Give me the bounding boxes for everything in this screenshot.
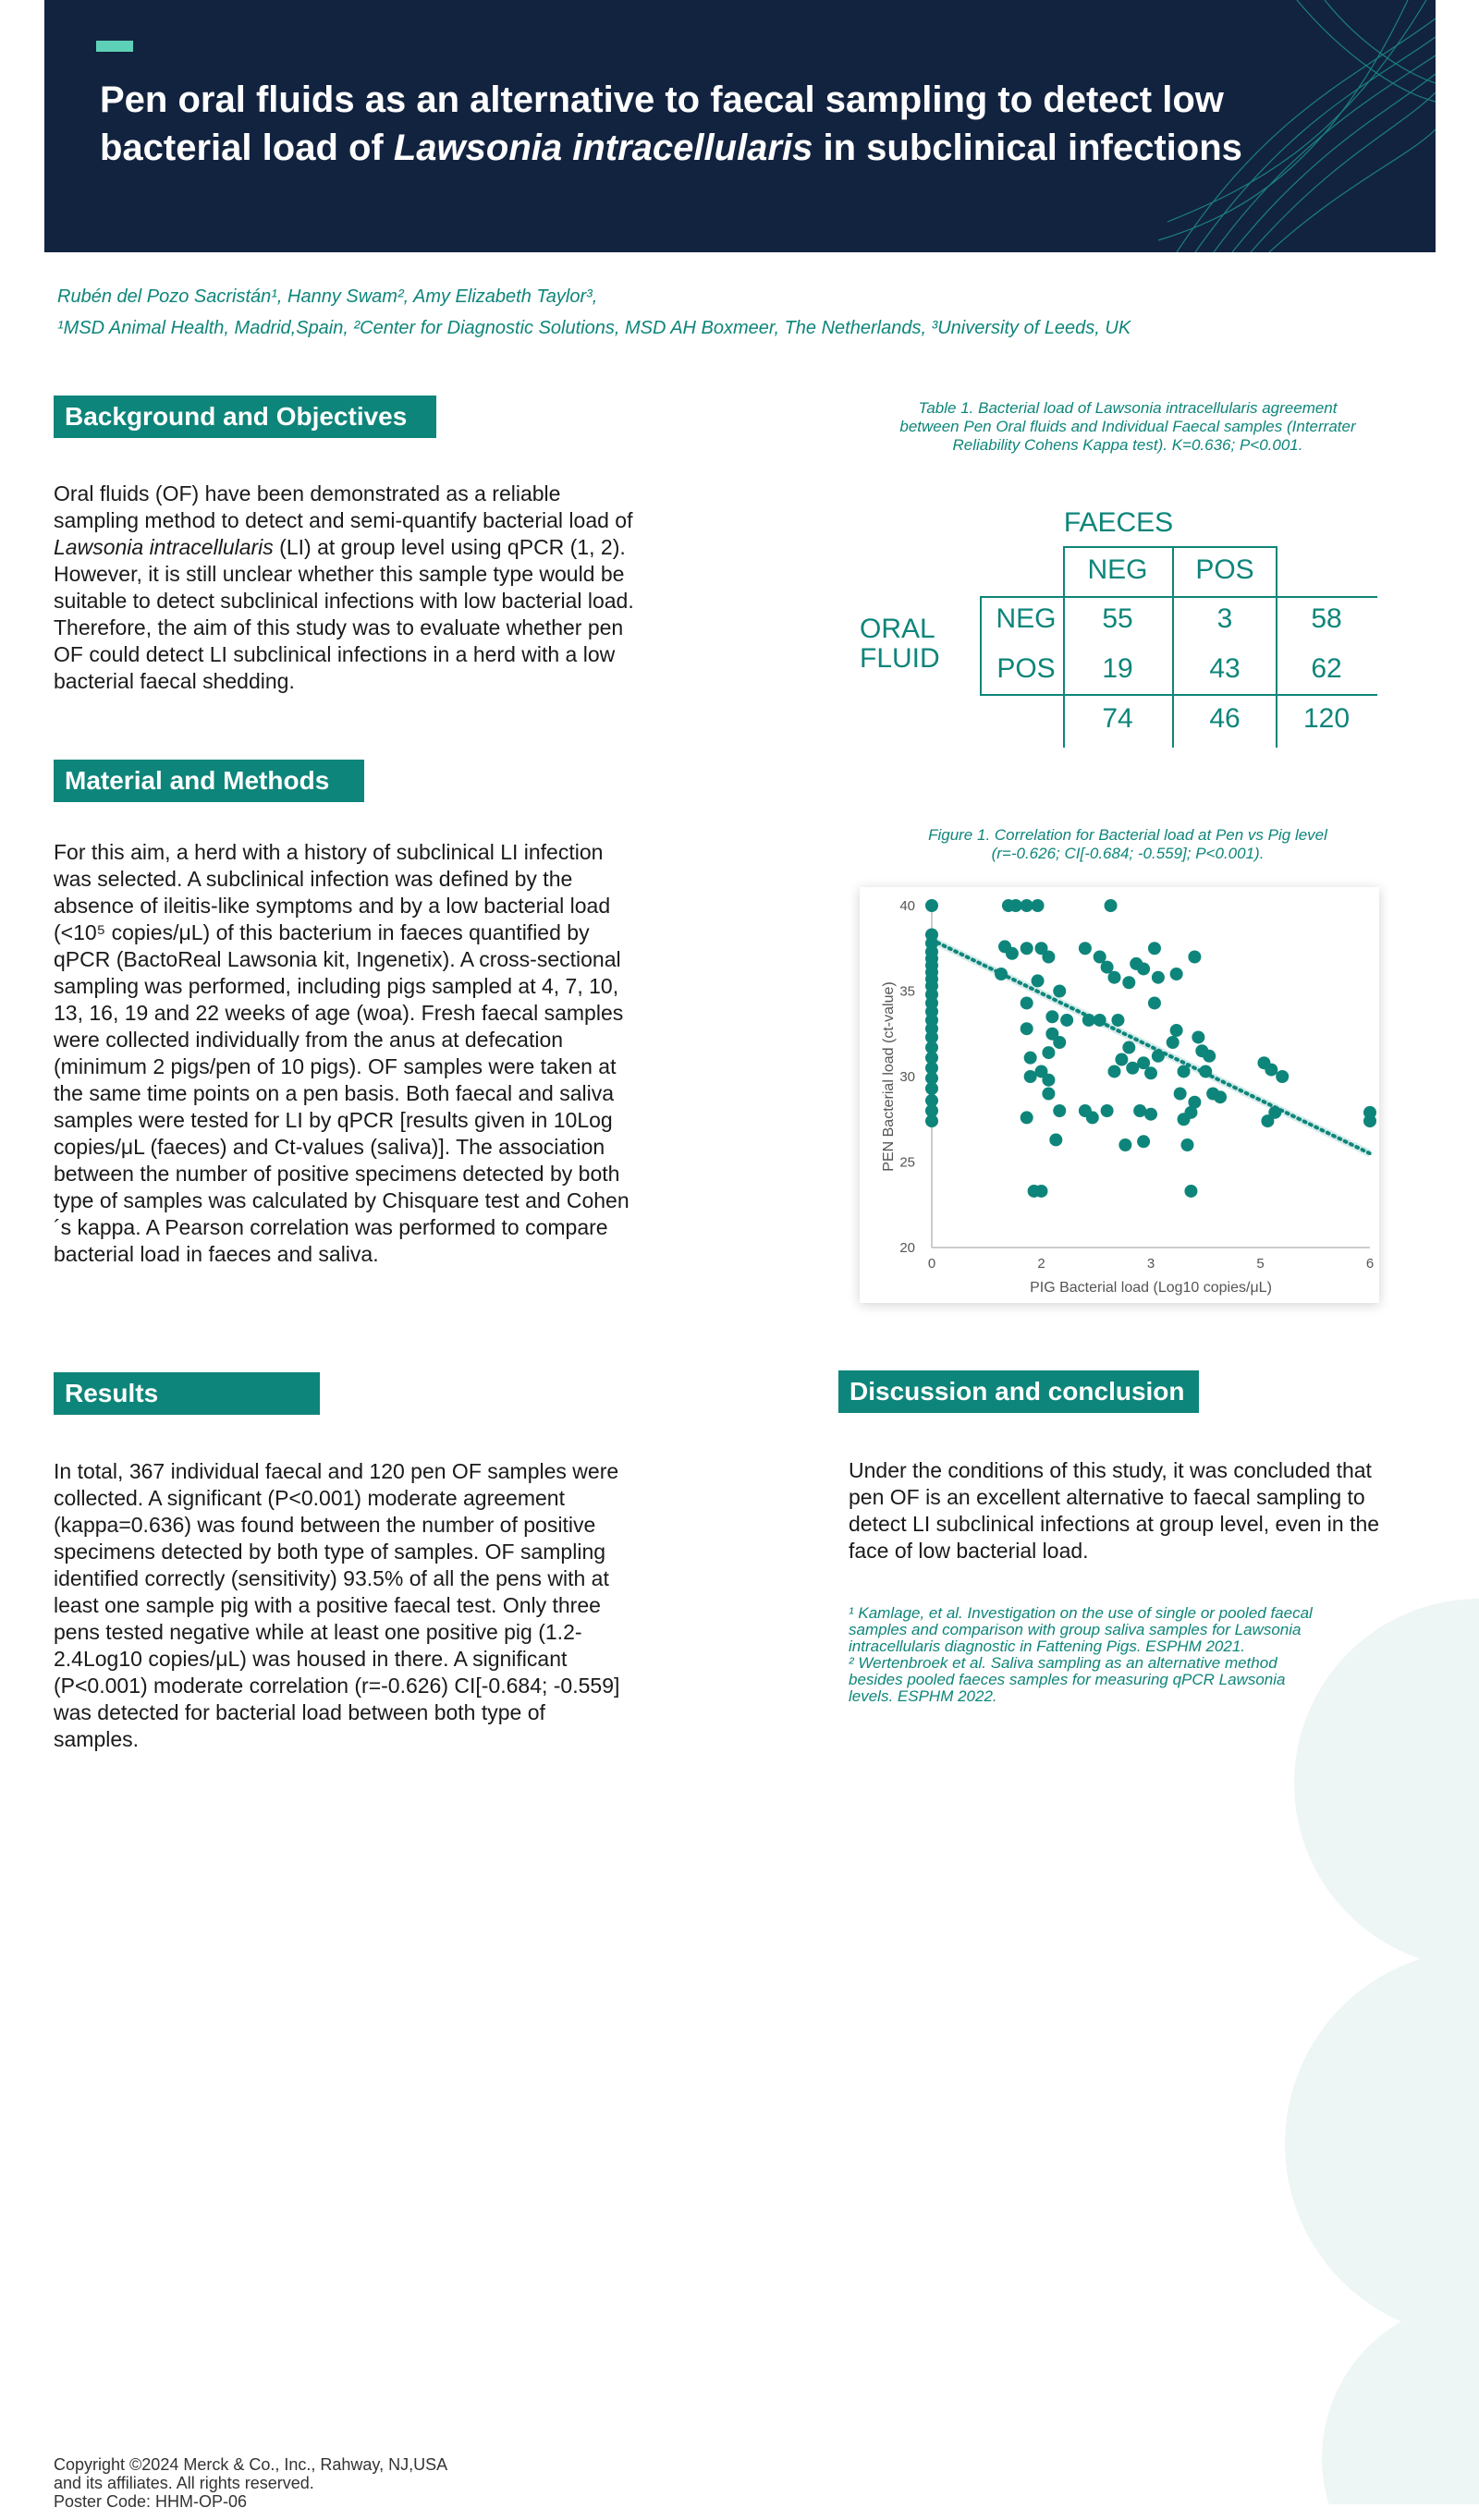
table-col-header-pos: POS xyxy=(1195,554,1254,585)
results-text: In total, 367 individual faecal and 120 pen OF samples were collected. A significant (P<0.001) moderate agreement (kappa=0.636) was found between the number of positive specimens detected by both type of samples. OF sampling identified correctly (sensitivity) 93.5% of all the pens with at least one sample pig with a positive faecal test. Only three pens tested negative while at least one positive pig (1.2-2.4Log10 copies/μL) was housed in there. A significant (P<0.001) moderate correlation (r=-0.626) CI[-0.684; -0.559] was detected for bacterial load between both type of samples. xyxy=(54,1459,620,1751)
data-point xyxy=(1049,1133,1062,1146)
table-row-label-pos: POS xyxy=(996,653,1056,684)
y-tick-label: 20 xyxy=(899,1240,915,1256)
data-point xyxy=(1152,1050,1165,1063)
data-point xyxy=(1170,968,1183,980)
data-point xyxy=(1276,1070,1289,1083)
scatter-chart xyxy=(860,887,1379,1303)
background-heading: Background and Objectives xyxy=(54,396,436,438)
data-point xyxy=(1032,899,1045,912)
data-point xyxy=(1199,1065,1212,1077)
data-point xyxy=(1042,1088,1055,1101)
discussion-heading: Discussion and conclusion xyxy=(838,1370,1199,1413)
data-point xyxy=(1006,947,1019,960)
data-point xyxy=(1042,1074,1055,1087)
y-tick-label: 35 xyxy=(899,983,915,1000)
table-cell: 3 xyxy=(1216,603,1233,634)
affiliations: ¹MSD Animal Health, Madrid,Spain, ²Center for Diagnostic Solutions, MSD AH Boxmeer, The Netherlands, ³University of Leeds, UK xyxy=(57,318,1131,338)
data-point xyxy=(1042,951,1055,964)
footer-rights: and its affiliates. All rights reserved. xyxy=(54,2474,314,2492)
reference-1: ¹ Kamlage, et al. Investigation on the use of single or pooled faecal samples and comparison with group saliva samples for Lawsonia intracellularis diagnostic in Fattening Pigs. ESPHM 2021. xyxy=(849,1604,1313,1655)
data-point xyxy=(1144,1108,1157,1121)
background-text: Oral fluids (OF) have been demonstrated as a reliable sampling method to detect and semi-quantify bacterial load of Lawsonia intracellularis (LI) at group level using qPCR (1, 2). However, it is still unclear whether this sample type would be suitable to detect subclinical infections with low bacterial load. Therefore, the aim of this study was to evaluate whether pen OF could detect LI subclinical infections in a herd with a low bacterial faecal shedding. xyxy=(54,481,634,693)
data-point xyxy=(1105,899,1118,912)
table-line-v1 xyxy=(1063,546,1065,748)
data-point xyxy=(1261,1114,1274,1127)
results-heading: Results xyxy=(54,1372,320,1415)
data-point xyxy=(1122,1041,1135,1054)
data-point xyxy=(1144,1066,1157,1079)
figure1-caption: Figure 1. Correlation for Bacterial load at Pen vs Pig level (r=-0.626; CI[-0.684; -0.559]; P<0.001). xyxy=(928,826,1327,862)
discussion-text: Under the conditions of this study, it was concluded that pen OF is an excellent alternative to faecal sampling to detect LI subclinical infections at group level, even in the face of low bacterial load. xyxy=(849,1458,1380,1563)
data-point xyxy=(1021,942,1033,955)
data-point xyxy=(1086,1111,1099,1124)
data-point xyxy=(1053,1104,1066,1117)
data-point xyxy=(1265,1064,1277,1077)
x-tick-label: 2 xyxy=(1037,1256,1045,1272)
data-point xyxy=(1079,942,1092,955)
table-total: 120 xyxy=(1302,703,1351,734)
data-point xyxy=(1203,1050,1216,1063)
scatter-chart-card xyxy=(860,887,1379,1303)
data-point xyxy=(1021,1111,1033,1124)
data-point xyxy=(1108,971,1121,984)
data-point xyxy=(1170,1024,1183,1037)
data-point xyxy=(1118,1138,1131,1151)
table-cell: 55 xyxy=(1102,603,1133,634)
data-point xyxy=(1133,1104,1146,1117)
table-row-label-neg: NEG xyxy=(996,603,1057,634)
data-point xyxy=(1181,1138,1194,1151)
y-tick-label: 30 xyxy=(899,1069,915,1085)
data-point xyxy=(925,899,938,912)
table-cell: 62 xyxy=(1311,653,1342,684)
references xyxy=(849,1605,1329,1705)
data-point xyxy=(1152,971,1165,984)
data-point xyxy=(1094,1014,1106,1027)
x-tick-label: 3 xyxy=(1146,1256,1155,1272)
header-accent-bar xyxy=(96,41,133,52)
data-point xyxy=(1363,1114,1376,1127)
table-cell: 19 xyxy=(1102,653,1133,684)
table-cell: 43 xyxy=(1209,653,1241,684)
data-point xyxy=(1174,1088,1187,1101)
table-col-group: FAECES xyxy=(1063,507,1174,538)
data-point xyxy=(1167,1036,1180,1049)
data-point xyxy=(1045,1010,1058,1023)
poster-title: Pen oral fluids as an alternative to faecal sampling to detect low bacterial load of Lawsonia intracellularis in subclinical infections xyxy=(100,79,1242,168)
y-axis-label: PEN Bacterial load (ct-value) xyxy=(881,981,897,1172)
data-point xyxy=(1137,962,1150,975)
data-point xyxy=(1042,1046,1055,1059)
data-point xyxy=(1111,1014,1124,1027)
author-list: Rubén del Pozo Sacristán¹, Hanny Swam², Amy Elizabeth Taylor³, xyxy=(57,286,598,307)
data-point xyxy=(1053,1036,1066,1049)
data-point xyxy=(1137,1135,1150,1148)
data-point xyxy=(1148,996,1161,1009)
footer xyxy=(54,2455,447,2511)
table-total: 74 xyxy=(1102,703,1133,734)
data-point xyxy=(1115,1053,1128,1066)
y-tick-label: 25 xyxy=(899,1154,915,1171)
header-wave-decoration xyxy=(1158,0,1436,252)
reference-2: ² Wertenbroek et al. Saliva sampling as an alternative method besides pooled faeces samples for measuring qPCR Lawsonia levels. ESPHM 2022. xyxy=(849,1654,1286,1705)
data-point xyxy=(1032,974,1045,987)
data-point xyxy=(1188,1096,1201,1109)
data-point xyxy=(1060,1014,1073,1027)
methods-text: For this aim, a herd with a history of subclinical LI infection was selected. A subclinical infection was defined by the absence of ileitis-like symptoms and by a low bacterial load (<10⁵ copies/μL) of this bacterium in faeces quantified by qPCR (BactoReal Lawsonia kit, Ingenetix). A cross-sectional sampling was performed, including pigs sampled at 4, 7, 10, 13, 16, 19 and 22 weeks of age (woa). Fresh faecal samples were collected individually from the anus at defecation (minimum 2 pigs/pen of 10 pigs). OF samples were taken at the same time points on a pen basis. Both faecal and saliva samples were tested for LI by qPCR [results given in 10Log copies/μL (faeces) and Ct-values (saliva)]. The association between the number of positive specimens detected by both type of samples was calculated by Chisquare test and Cohen´s kappa. A Pearson correlation was performed to compare bacterial load in faeces and saliva. xyxy=(54,840,629,1266)
methods-heading: Material and Methods xyxy=(54,760,364,802)
data-point xyxy=(1101,1104,1114,1117)
data-point xyxy=(1192,1030,1204,1043)
kappa-table xyxy=(860,504,1377,753)
data-point xyxy=(925,1082,938,1095)
data-point xyxy=(1214,1090,1227,1103)
table1-caption: Table 1. Bacterial load of Lawsonia intracellularis agreement between Pen Oral fluids and Individual Faecal samples (Interrater Reliability Cohens Kappa test). K=0.636; P<0.001. xyxy=(899,399,1356,454)
x-tick-label: 5 xyxy=(1256,1256,1265,1272)
table-line-h2 xyxy=(980,694,1377,696)
data-point xyxy=(1178,1065,1191,1077)
data-point xyxy=(1184,1185,1197,1198)
x-tick-label: 6 xyxy=(1365,1256,1375,1272)
data-point xyxy=(995,968,1008,980)
table-total: 46 xyxy=(1209,703,1241,734)
data-point xyxy=(1126,1062,1139,1075)
data-point xyxy=(1148,942,1161,955)
footer-poster-code: Poster Code: HHM-OP-06 xyxy=(54,2492,248,2511)
poster-header xyxy=(44,0,1436,252)
data-point xyxy=(1108,1065,1121,1077)
table-line-h0 xyxy=(1063,546,1276,548)
data-point xyxy=(1122,976,1135,989)
data-point xyxy=(1188,951,1201,964)
data-point xyxy=(1024,1052,1037,1065)
data-point xyxy=(1053,985,1066,998)
table-line-h1 xyxy=(980,596,1377,598)
x-axis-label: PIG Bacterial load (Log10 copies/μL) xyxy=(1030,1280,1272,1296)
data-point xyxy=(1035,1185,1048,1198)
footer-copyright: Copyright ©2024 Merck & Co., Inc., Rahway, NJ,USA xyxy=(54,2455,448,2474)
table-cell: 58 xyxy=(1311,603,1342,634)
table-row-group: ORAL FLUID xyxy=(860,614,940,674)
x-tick-label: 0 xyxy=(927,1256,936,1272)
data-point xyxy=(1021,1022,1033,1035)
y-tick-label: 40 xyxy=(899,898,915,914)
data-point xyxy=(925,1114,938,1127)
data-point xyxy=(1021,996,1033,1009)
table-col-header-neg: NEG xyxy=(1087,554,1148,585)
